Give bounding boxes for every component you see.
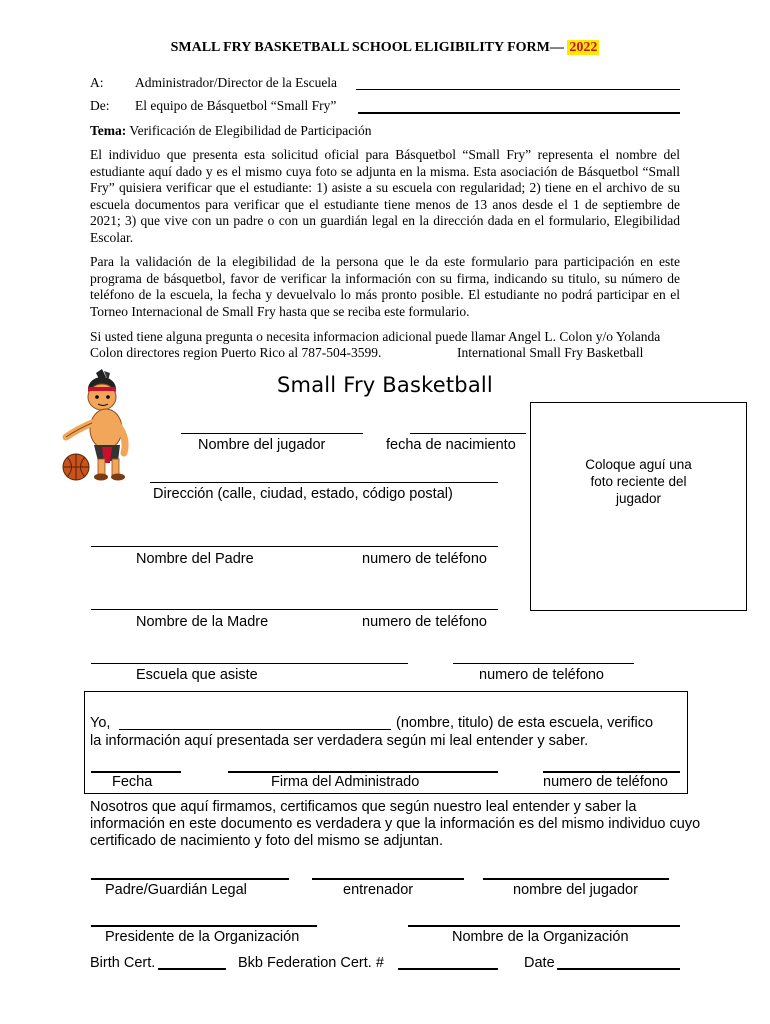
school-phone-label: numero de teléfono [479, 667, 604, 683]
mother-line[interactable] [91, 609, 498, 610]
birth-date-line[interactable] [410, 433, 526, 434]
mother-phone-label: numero de teléfono [362, 614, 487, 630]
school-line[interactable] [91, 663, 408, 664]
certification-text: Nosotros que aquí firmamos, certificamos que según nuestro leal entender y saber la información en este documento es verdadera y que la información es del mismo individuo cuyo certificado de nacimiento y foto del mismo se adjuntan. [90, 799, 701, 849]
verifier-name-line[interactable] [119, 729, 391, 730]
guardian-label: Padre/Guardián Legal [105, 882, 247, 898]
to-text: Administrador/Director de la Escuela [135, 75, 338, 90]
date-label: Date [524, 955, 555, 971]
subject-text: Verificación de Elegibilidad de Participación [129, 123, 372, 138]
from-label: De: [90, 98, 110, 113]
subject-label: Tema: [90, 123, 127, 138]
form-year: 2022 [569, 40, 598, 55]
address-line[interactable] [150, 482, 498, 483]
address-label: Dirección (calle, ciudad, estado, código postal) [153, 486, 453, 502]
father-line[interactable] [91, 546, 498, 547]
coach-line[interactable] [312, 878, 464, 880]
contact-line-2: Colon directores region Puerto Rico al 787-504-3599. [90, 345, 382, 360]
player-name-line[interactable] [181, 433, 363, 434]
verification-phone-line[interactable] [543, 771, 680, 773]
to-label: A: [90, 75, 104, 90]
intro-paragraph: El individuo que presenta esta solicitud oficial para Básquetbol “Small Fry” representa el nombre del estudiante aquí dado y es el mismo cuya foto se adjunta en la misma. Esta asociación de Básquetbol “Small Fry” quisiera verificar que el estudiante: 1) asiste a su escuela con regularidad; 2) tiene en el archivo de su escuela documentos para verificar que el estudiante tiene menos de 13 anos desde el 1 de septiembre de 2021; 3) que vive con un padre o con un guardián legal en la dirección dada en el formulario, Elegibilidad Escolar. [90, 147, 680, 245]
verification-date-label: Fecha [112, 774, 153, 790]
org-name-label: Nombre de la Organización [452, 929, 629, 945]
verification-rest: (nombre, titulo) de esta escuela, verifico [396, 715, 654, 731]
player-signature-line[interactable] [483, 878, 669, 880]
school-label: Escuela que asiste [136, 667, 258, 683]
verification-date-line[interactable] [91, 771, 181, 773]
contact-org: International Small Fry Basketball [457, 345, 644, 360]
player-name-label: Nombre del jugador [198, 437, 326, 453]
guardian-line[interactable] [91, 878, 289, 880]
subject-row [90, 123, 372, 139]
president-label: Presidente de la Organización [105, 929, 300, 945]
fed-cert-line[interactable] [398, 968, 498, 970]
contact-line-1: Si usted tiene alguna pregunta o necesita informacion adicional puede llamar Angel L. Colon y/o Yolanda [90, 329, 661, 344]
verification-yo: Yo, [90, 715, 111, 731]
father-phone-label: numero de teléfono [362, 551, 487, 567]
verification-phone-label: numero de teléfono [543, 774, 668, 790]
verification-signature-line[interactable] [228, 771, 498, 773]
org-name-line[interactable] [408, 925, 680, 927]
to-line[interactable] [356, 89, 680, 90]
birth-date-label: fecha de nacimiento [386, 437, 516, 453]
coach-label: entrenador [343, 882, 414, 898]
birth-cert-label: Birth Cert. [90, 955, 156, 971]
father-name-label: Nombre del Padre [136, 551, 254, 567]
player-signature-label: nombre del jugador [513, 882, 638, 898]
verification-signature-label: Firma del Administrado [271, 774, 420, 790]
mother-name-label: Nombre de la Madre [136, 614, 269, 630]
fed-cert-label: Bkb Federation Cert. # [238, 955, 384, 971]
from-text: El equipo de Básquetbol “Small Fry” [135, 98, 337, 113]
form-title: SMALL FRY BASKETBALL SCHOOL ELIGIBILITY FORM— 2022 [170, 40, 598, 55]
verification-line-2: la información aquí presentada ser verdadera según mi leal entender y saber. [90, 733, 589, 749]
from-line[interactable] [358, 112, 680, 114]
date-line[interactable] [557, 968, 680, 970]
photo-instruction: Coloque aguí una foto reciente del jugador [585, 457, 692, 506]
school-phone-line[interactable] [453, 663, 634, 664]
card-title: Small Fry Basketball [277, 373, 493, 397]
president-line[interactable] [91, 925, 317, 927]
validation-paragraph: Para la validación de la elegibilidad de la persona que le da este formulario para participación en este programa de básquetbol, favor de verificar la información con su firma, indicando su titulo, su número de teléfono de la escuela, la fecha y devuelvalo lo más pronto posible. El estudiante no podrá participar en el Torneo Internacional de Small Fry hasta que se reciba este formulario. [90, 254, 680, 319]
birth-cert-line[interactable] [158, 968, 226, 970]
